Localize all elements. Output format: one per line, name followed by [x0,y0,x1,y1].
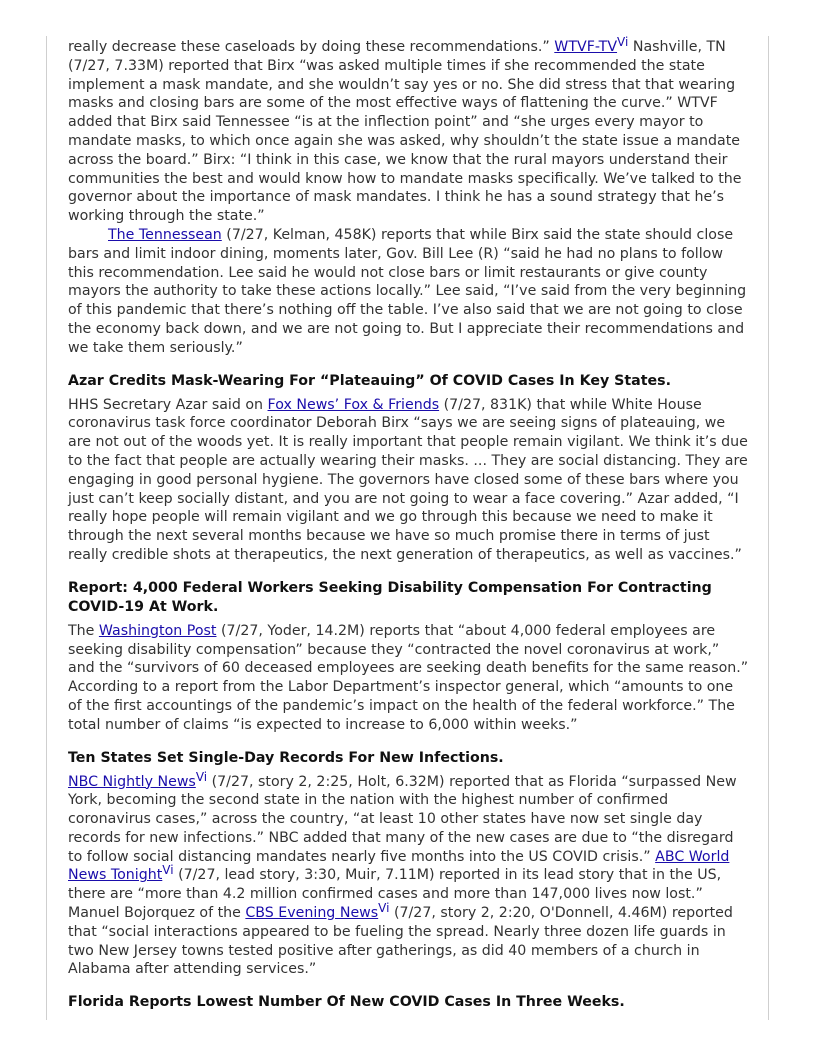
right-border [768,36,769,1020]
video-icon[interactable]: Vi [162,863,174,878]
abc-link[interactable]: ABC World News Tonight [68,848,730,884]
heading-florida: Florida Reports Lowest Number Of New COVID Cases In Three Weeks. [68,994,625,1011]
washington-post-link[interactable]: Washington Post [98,622,217,639]
fox-news-link[interactable]: Fox News’ Fox & Friends [267,396,440,413]
heading-records: Ten States Set Single-Day Records For New Infections. [68,749,504,766]
paragraph-records: NBC Nightly News$^{Vi}$ (7/27, story 2, 2:25, Holt, 6.32M) reported that as Florida “surpassed New York, becoming the second state in the nation with the highest number of confirmed coronavirus cases,” across the country, “at least 10 other states have now set single day records for new infections.” NBC added that many of the new cases are due to “the disregard to follow social distancing mandates nearly five months into the US COVID crisis.” ABC World News Tonight$^{Vi}$ (7/27, lead story, 3:30, Muir, 7.11M) reported in its lead story that in the US, there are “more than 4.2 million confirmed cases and more than 147,000 lives now lost.” Manuel Bojorquez of the CBS Evening News$^{Vi}$ (7/27, story 2, 2:20, O'Donnell, 4.46M) reported that “social interactions appeared to be fueling the spread. Nearly three dozen life guards in two New Jersey towns tested positive after gatherings, as did 40 members of a church in Alabama after attending services.” [68,769,737,978]
paragraph-azar: HHS Secretary Azar said on Fox News’ Fox & Friends (7/27, 831K) that while White House coronavirus task force coordinator Deborah Birx “says we are seeing signs of plateauing, we are not out of the woods yet. It is really important that people remain vigilant. We think it’s due to the fact that people are actually wearing their masks. ... They are social distancing. They are engaging in good personal hygiene. The governors have closed some of these bars where you just can’t keep socially distant, and you are not going to wear a face covering.” Azar added, “I really hope people will remain vigilant and we go through this because we need to make it through the next several months because we have so much promise there in terms of just really credible shots at therapeutics, the next generation of therapeutics, as well as vaccines.” [68,396,748,563]
paragraph-federal-workers: The Washington Post (7/27, Yoder, 14.2M) reports that “about 4,000 federal employees are seeking disability compensation” because they “contracted the novel coronavirus at work,” and the “survivors of 60 deceased employees are seeking death benefits for the same reason.” According to a report from the Labor Department’s inspector general, which “amounts to one of the first accountings of the pandemic’s impact on the health of the federal workforce.” The total number of claims “is expected to increase to 6,000 within weeks.” [68,622,749,733]
video-icon[interactable]: Vi [195,769,208,784]
nbc-link[interactable]: NBC Nightly News [68,773,196,790]
paragraph-wtvf: really decrease these caseloads by doing these recommendations.” WTVF-$TV^{Vi}$ Nashville, TN (7/27, 7.33M) reported that Birx “was asked multiple times if she recommended the state implement a mask mandate, and she wouldn’t say yes or no. She did stress that that wearing masks and closing bars are some of the most effective ways of flattening the curve.” WTVF added that Birx said Tennessee “is at the inflection point” and “she urges every mayor to mandate masks, to which once again she was asked, why shouldn’t the state issue a mandate across the board.” Birx: “I think in this case, we know that the rural mayors understand their communities the best and would know how to mandate masks specifically. We’ve talked to the governor about the importance of mask mandates. I think he has a sound strategy that he’s working through the state.” [68,35,742,225]
heading-azar: Azar Credits Mask-Wearing For “Plateauing” Of COVID Cases In Key States. [68,372,671,389]
video-icon[interactable]: Vi [378,901,390,916]
wtvf-link[interactable]: WTVF-TV [554,39,618,55]
left-border [46,36,47,1020]
heading-federal-workers: Report: 4,000 Federal Workers Seeking Disability Compensation For Contracting COVID-19 At Work. [68,579,712,615]
cbs-link[interactable]: CBS Evening News [245,905,379,922]
paragraph-tennessean: The Tennessean (7/27, Kelman, 458K) reports that while Birx said the state should close bars and limit indoor dining, moments later, Gov. Bill Lee (R) “said he had no plans to follow this recommendation. Lee said he would not close bars or limit restaurants or give county mayors the authority to take these actions locally.” Lee said, “I’ve said from the very beginning of this pandemic that there’s nothing off the table. I’ve also said that we are not going to close the economy back down, and we are not going to. But I appreciate their recommendations and we take them seriously.” [68,226,747,356]
video-icon[interactable]: Vi [617,35,629,49]
tennessean-link[interactable]: The Tennessean [108,226,222,243]
newsletter-body [68,35,750,1017]
